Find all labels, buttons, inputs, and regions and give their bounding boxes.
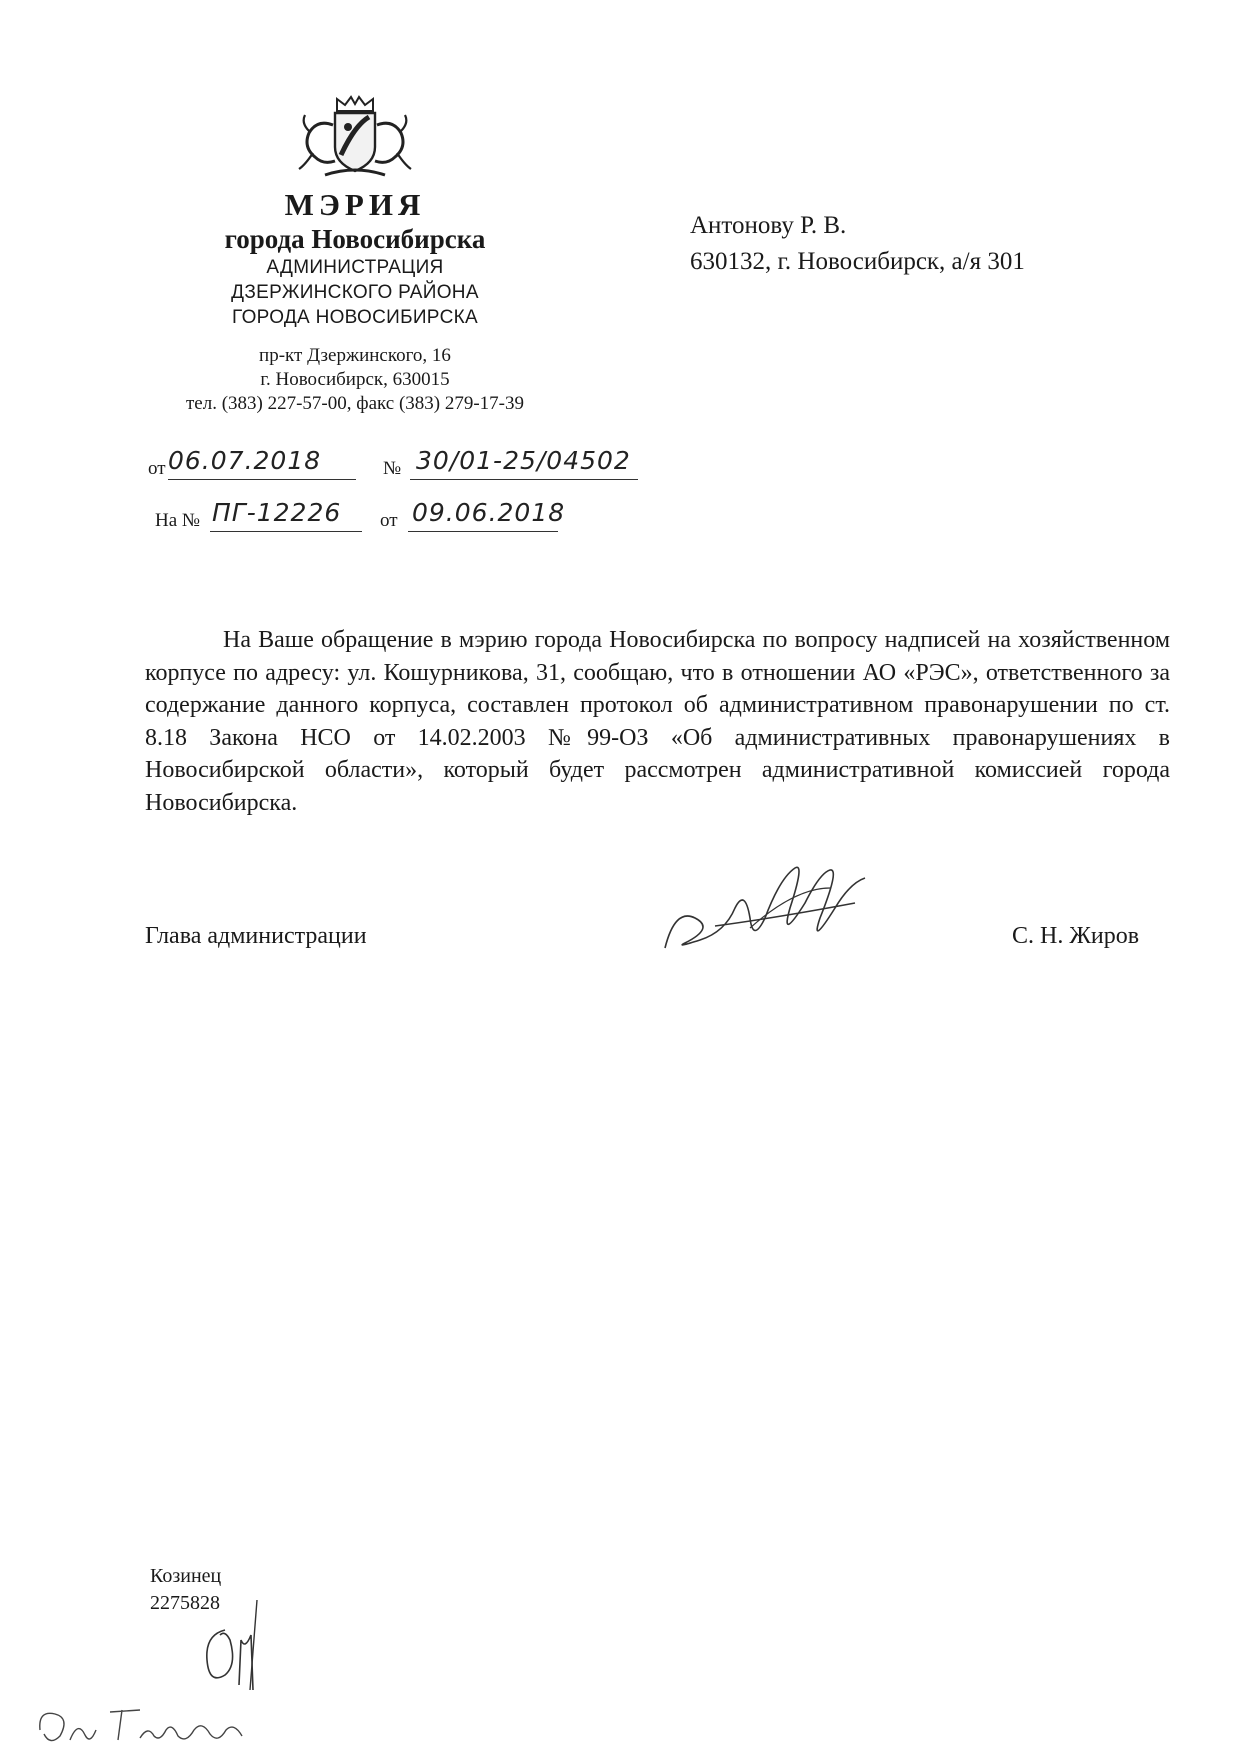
admin-line-1: АДМИНИСТРАЦИЯ <box>266 257 444 278</box>
signatory-name: С. Н. Жиров <box>1012 923 1140 949</box>
recipient-address: 630132, г. Новосибирск, а/я 301 <box>690 248 1025 275</box>
reply-from-label: от <box>380 510 398 531</box>
reg-from-label: от <box>148 458 166 479</box>
letter-body: На Ваше обращение в мэрию города Новосибирска по вопросу надписей на хозяйственном корпусе по адресу: ул. Кошурникова, 31, сообщаю, что в отношении АО «РЭС», ответственного за содержание данного корпуса, составлен протокол об административном правонарушении по ст. 8.18 Закона НСО от 14.02.2003 №99-ОЗ «Об административных правонарушениях в Новосибирской области», который будет рассмотрен административной комиссией города Новосибирска. <box>145 627 1170 816</box>
city-title: города Новосибирска <box>224 224 486 254</box>
reply-number: ПГ-12226 <box>212 498 342 527</box>
recipient-name: Антонову Р. В. <box>690 212 847 239</box>
reg-date: 06.07.2018 <box>168 446 322 475</box>
recipient-block <box>690 208 1025 280</box>
reply-label: На № <box>155 510 201 531</box>
address-line-2: г. Новосибирск, 630015 <box>260 369 450 390</box>
phones-line: тел. (383) 227-57-00, факс (383) 279-17-39 <box>185 393 525 414</box>
letterhead <box>120 95 590 416</box>
executor-phone: 2275828 <box>150 1592 220 1614</box>
reg-number-label: № <box>383 458 402 479</box>
initials-icon <box>195 1590 275 1700</box>
reg-number-underline <box>410 479 638 480</box>
signature-icon <box>655 848 885 968</box>
admin-line-2: ДЗЕРЖИНСКОГО РАЙОНА <box>231 282 479 303</box>
executor-name: Козинец <box>150 1565 222 1587</box>
signatory-position: Глава администрации <box>145 923 367 949</box>
address-line-1: пр-кт Дзержинского, 16 <box>259 345 451 366</box>
reg-number: 30/01-25/04502 <box>416 446 631 475</box>
reply-number-underline <box>210 531 362 532</box>
handwritten-note-icon <box>30 1700 260 1750</box>
reply-date: 09.06.2018 <box>412 498 566 527</box>
mayor-title: МЭРИЯ <box>284 187 426 222</box>
reply-date-underline <box>408 531 558 532</box>
coat-of-arms-icon <box>295 95 415 181</box>
admin-line-3: ГОРОДА НОВОСИБИРСКА <box>232 307 478 328</box>
reg-date-underline <box>168 479 356 480</box>
